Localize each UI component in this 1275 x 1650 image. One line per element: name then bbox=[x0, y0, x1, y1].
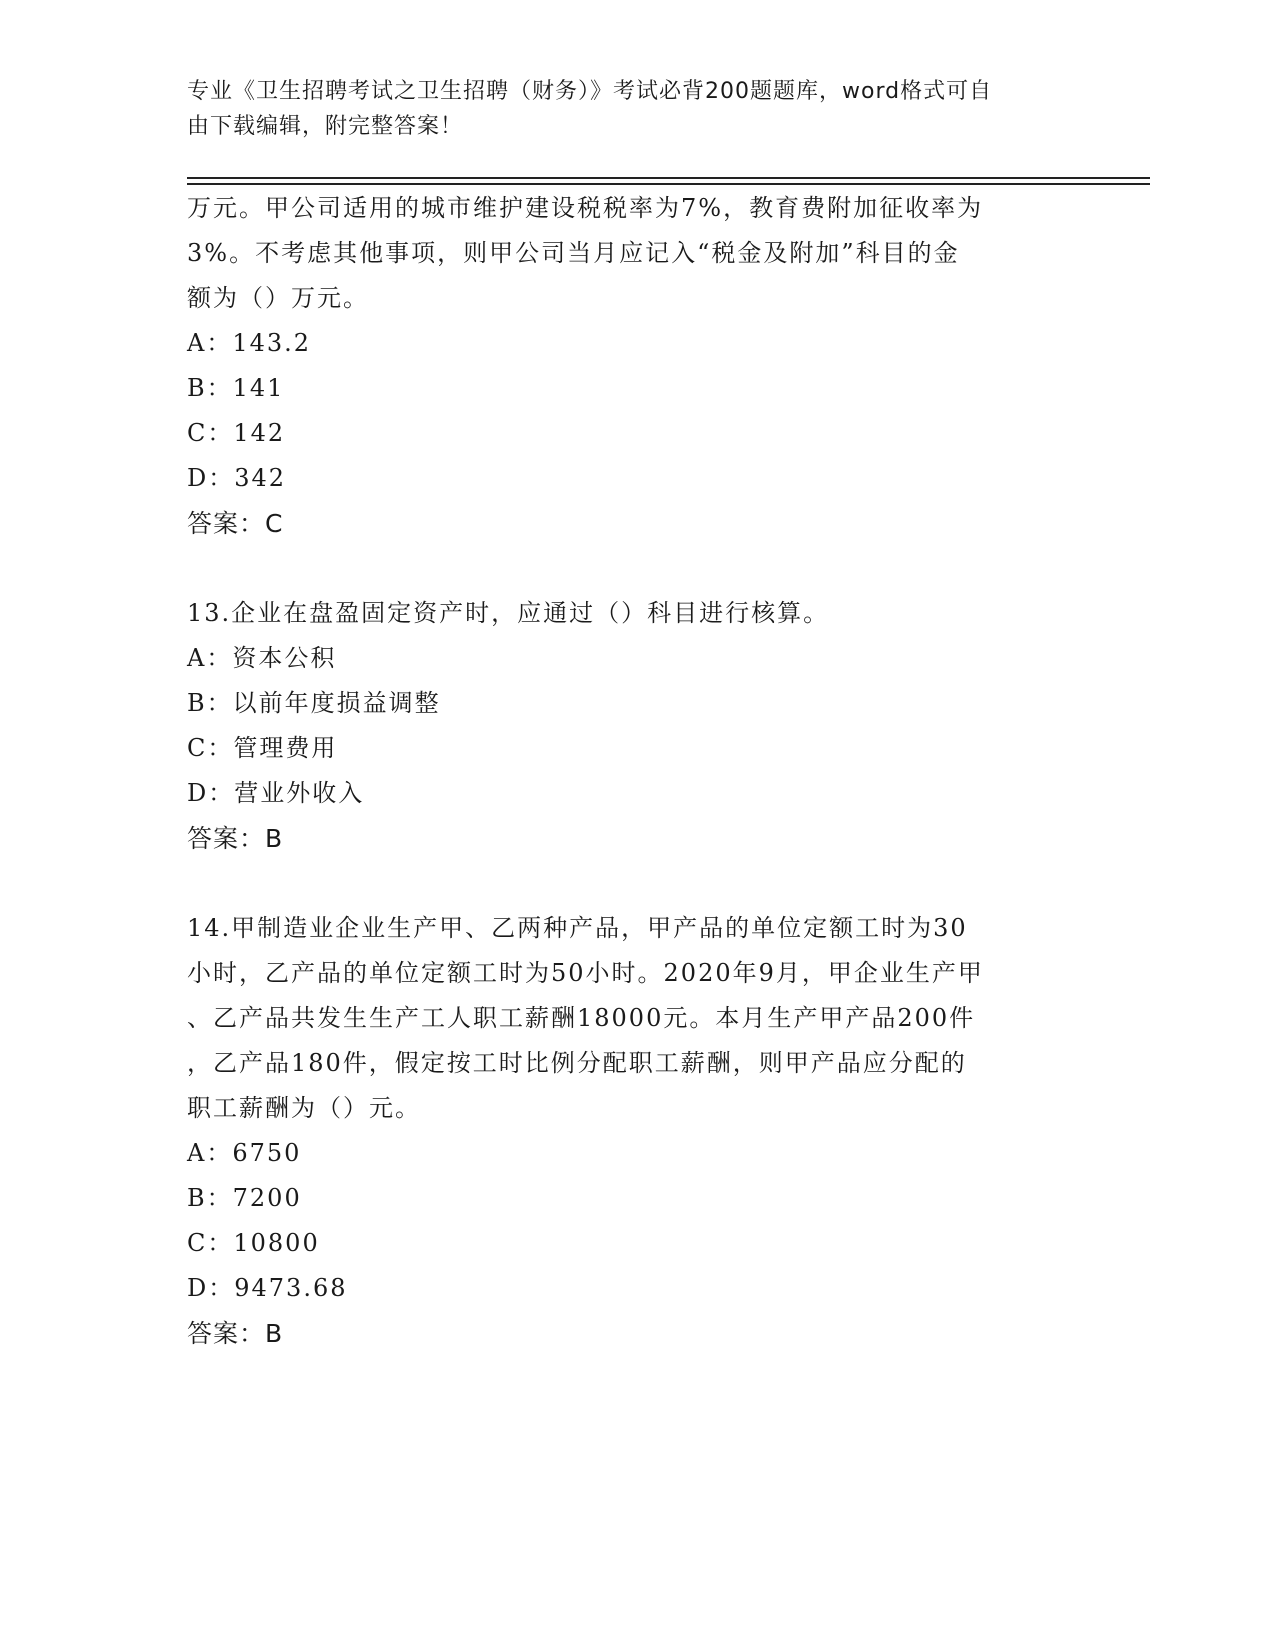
question-12 bbox=[187, 186, 1087, 546]
question-spacer bbox=[187, 546, 1087, 591]
document-body bbox=[187, 186, 1087, 1356]
option-d: D：342 bbox=[187, 464, 287, 492]
question-text-line: ，乙产品180件，假定按工时比例分配职工薪酬，则甲产品应分配的 bbox=[187, 1049, 967, 1077]
option-c: C：10800 bbox=[187, 1229, 320, 1257]
header-line-1: 专业《卫生招聘考试之卫生招聘（财务）》考试必背200题题库，word格式可自 bbox=[187, 79, 993, 104]
option-c: C：142 bbox=[187, 419, 286, 447]
option-a: A：资本公积 bbox=[187, 644, 337, 672]
question-text-line: 职工薪酬为（）元。 bbox=[187, 1094, 421, 1122]
option-b: B：7200 bbox=[187, 1184, 302, 1212]
question-text-line: 、乙产品共发生生产工人职工薪酬18000元。本月生产甲产品200件 bbox=[187, 1004, 976, 1032]
option-a: A：143.2 bbox=[187, 329, 312, 357]
document-header bbox=[187, 74, 1067, 144]
answer-line: 答案：C bbox=[187, 509, 284, 538]
option-d: D：营业外收入 bbox=[187, 779, 365, 807]
question-14 bbox=[187, 906, 1087, 1356]
header-divider-bottom bbox=[187, 183, 1150, 185]
option-b: B：以前年度损益调整 bbox=[187, 689, 441, 717]
question-text-line: 额为（）万元。 bbox=[187, 284, 369, 312]
question-text-line: 小时，乙产品的单位定额工时为50小时。2020年9月，甲企业生产甲 bbox=[187, 959, 984, 987]
option-b: B：141 bbox=[187, 374, 285, 402]
option-d: D：9473.68 bbox=[187, 1274, 348, 1302]
question-13 bbox=[187, 591, 1087, 861]
question-text-line: 13.企业在盘盈固定资产时，应通过（）科目进行核算。 bbox=[187, 599, 830, 627]
header-divider-top bbox=[187, 177, 1150, 179]
question-text-line: 3%。不考虑其他事项，则甲公司当月应记入“税金及附加”科目的金 bbox=[187, 239, 960, 267]
question-text-line: 万元。甲公司适用的城市维护建设税税率为7%，教育费附加征收率为 bbox=[187, 194, 984, 222]
question-text-line: 14.甲制造业企业生产甲、乙两种产品，甲产品的单位定额工时为30 bbox=[187, 914, 968, 942]
option-c: C：管理费用 bbox=[187, 734, 338, 762]
header-line-2: 由下载编辑，附完整答案！ bbox=[187, 114, 464, 139]
option-a: A：6750 bbox=[187, 1139, 302, 1167]
question-spacer bbox=[187, 861, 1087, 906]
answer-line: 答案：B bbox=[187, 1319, 284, 1348]
answer-line: 答案：B bbox=[187, 824, 284, 853]
